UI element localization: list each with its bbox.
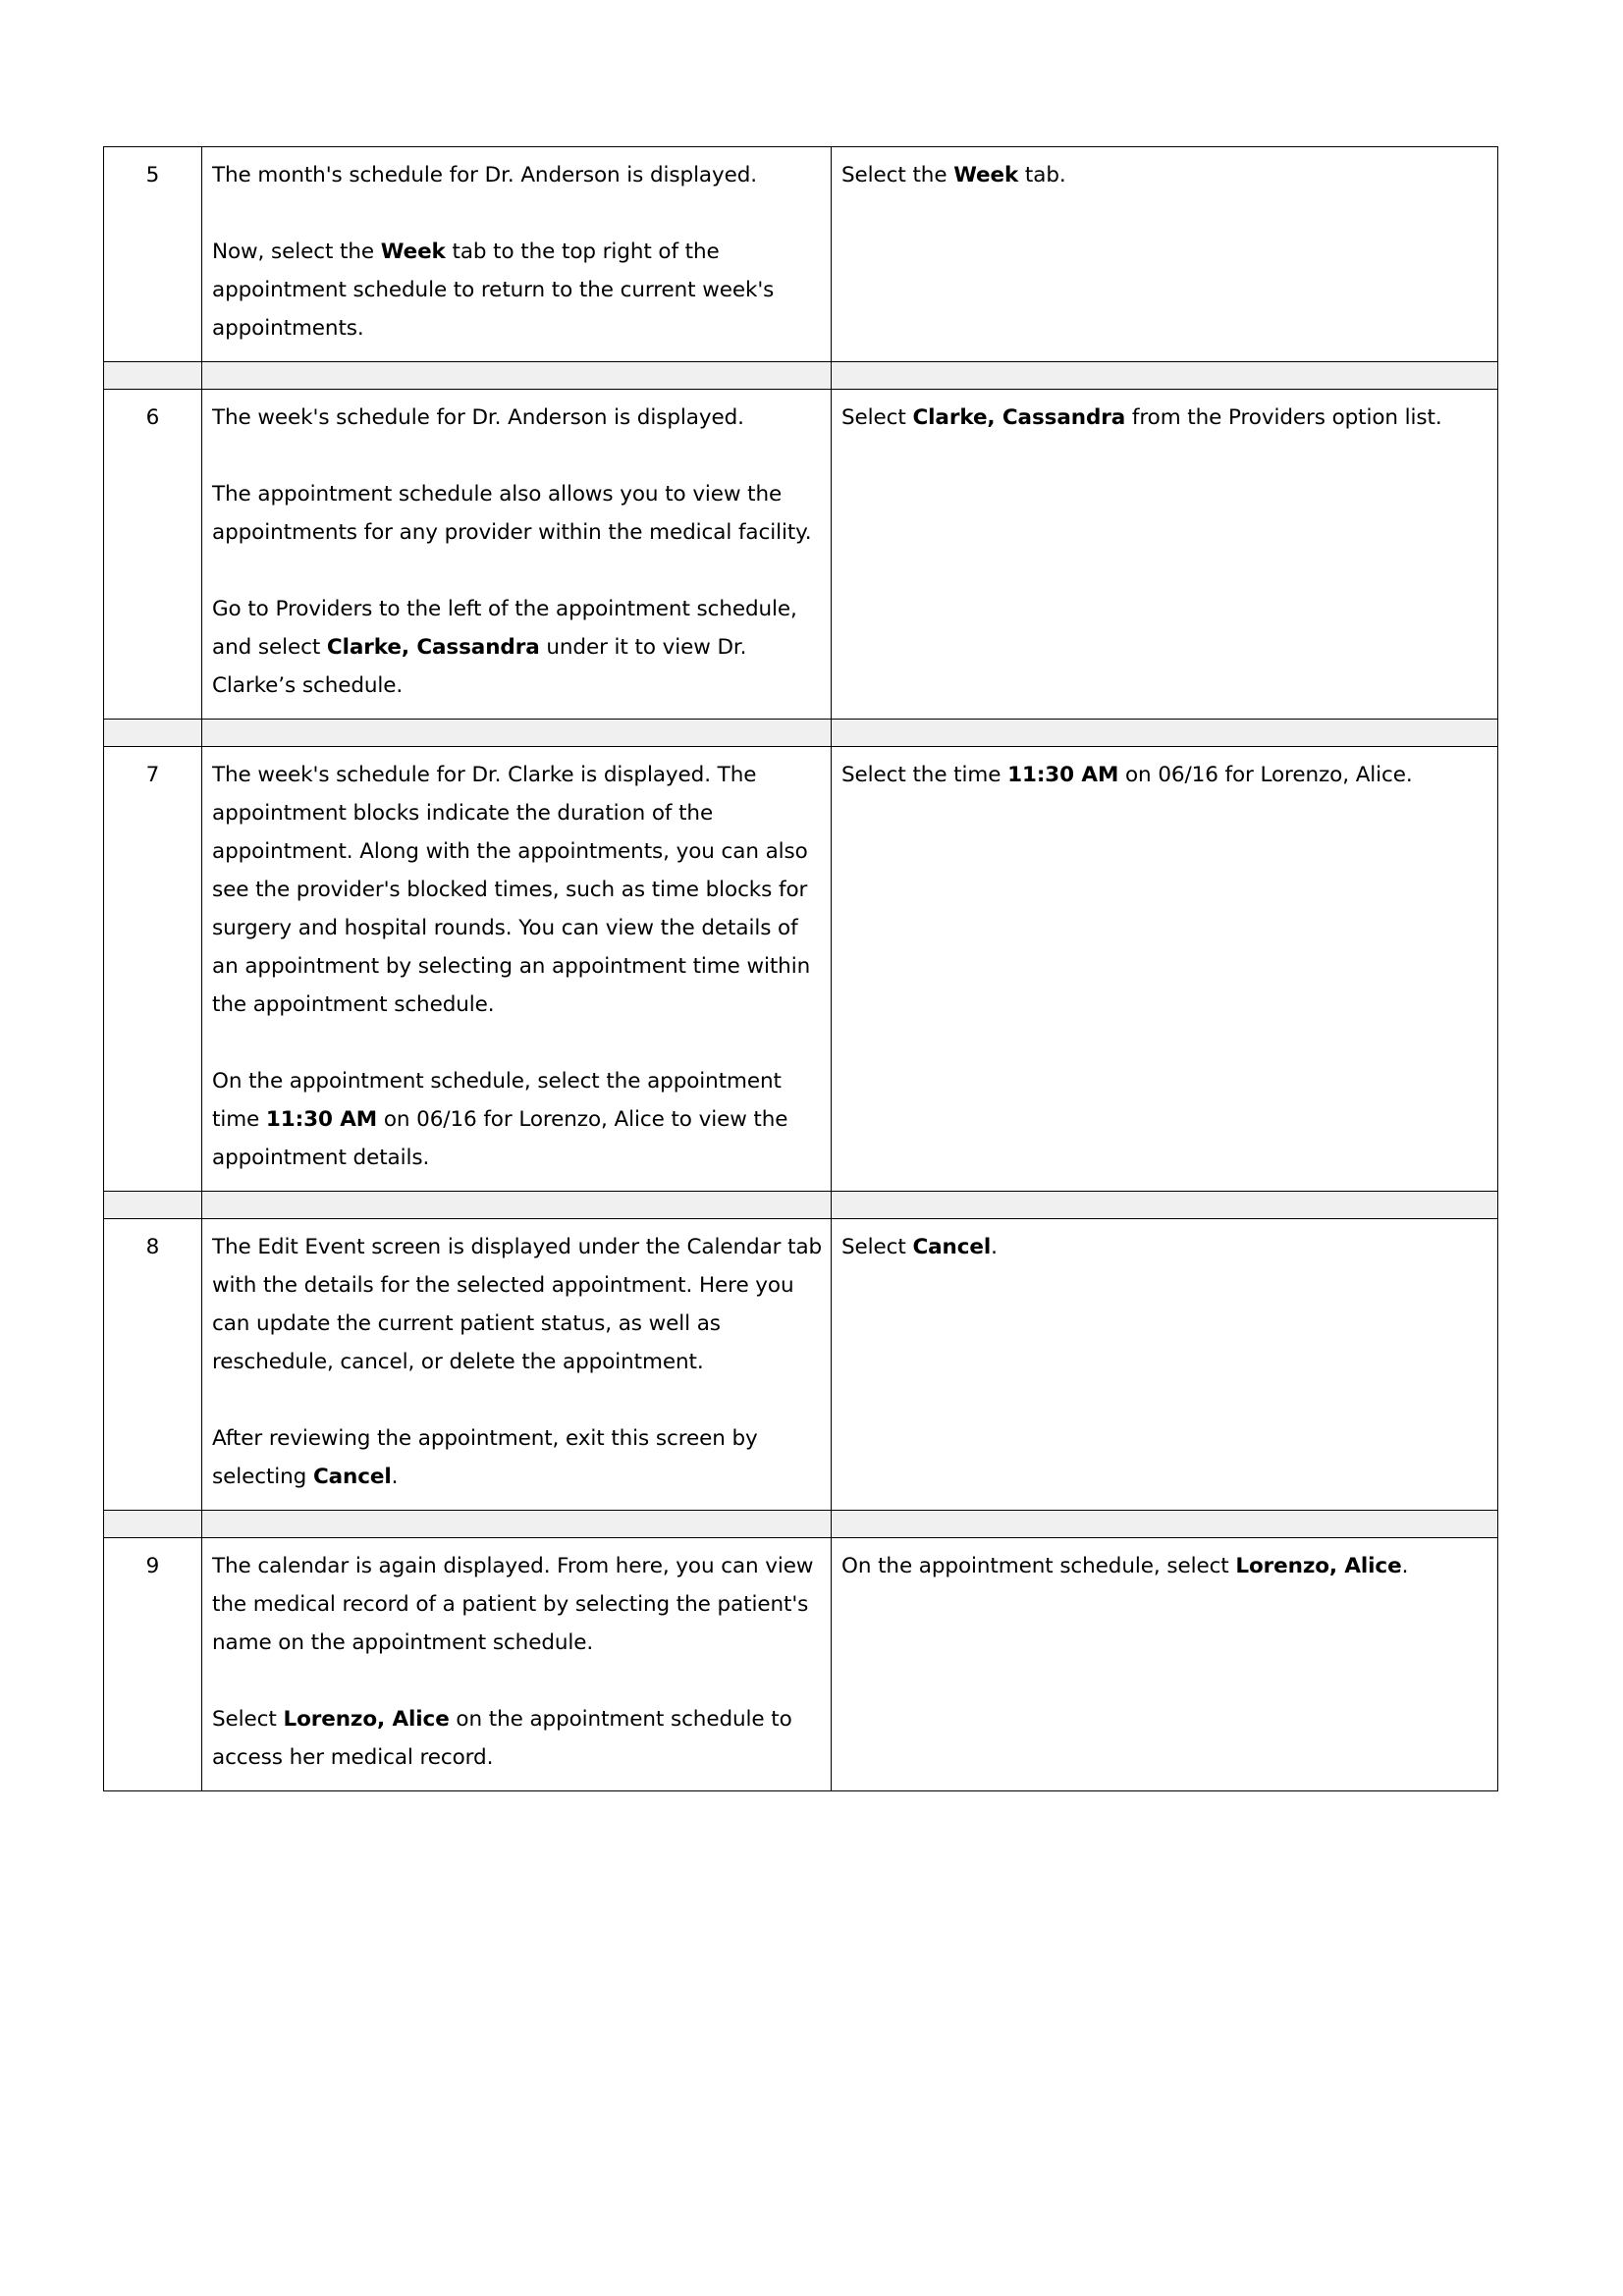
step-number-cell bbox=[104, 147, 202, 362]
procedure-steps-table bbox=[103, 146, 1498, 1791]
spacer-row bbox=[104, 720, 1498, 747]
description-paragraph: The Edit Event screen is displayed under the Calendar tab with the details for the selected appointment. Here you can update the current patient status, as well as reschedule, cancel, or delete the appointment. bbox=[212, 1235, 823, 1374]
step-action bbox=[832, 147, 1497, 208]
spacer-cell bbox=[104, 720, 202, 747]
step-description bbox=[202, 1219, 831, 1510]
step-description-cell bbox=[202, 747, 832, 1192]
step-description bbox=[202, 747, 831, 1191]
step-action-cell bbox=[832, 1219, 1498, 1511]
description-paragraph: The calendar is again displayed. From here, you can view the medical record of a patient by selecting the patient's name on the appointment schedule. bbox=[212, 1554, 814, 1655]
step-number-cell bbox=[104, 747, 202, 1192]
table-row bbox=[104, 390, 1498, 720]
table-row bbox=[104, 1538, 1498, 1791]
step-description-cell bbox=[202, 1538, 832, 1791]
step-action-cell bbox=[832, 747, 1498, 1192]
description-paragraph: The week's schedule for Dr. Clarke is displayed. The appointment blocks indicate the duration of the appointment. Along with the appointments, you can also see the provider's blocked times, such as time blocks for surgery and hospital rounds. You can view the details of an appointment by selecting an appointment time within the appointment schedule. bbox=[212, 763, 811, 1017]
step-number-cell bbox=[104, 1219, 202, 1511]
spacer-row bbox=[104, 362, 1498, 390]
step-description-cell bbox=[202, 390, 832, 720]
step-number: 7 bbox=[145, 763, 160, 787]
description-paragraph: Now, select the Week tab to the top right of the appointment schedule to return to the current week's appointments. bbox=[212, 240, 775, 341]
emphasis-week: Week bbox=[380, 240, 446, 264]
step-action-cell bbox=[832, 1538, 1498, 1791]
emphasis-provider-name: Clarke, Cassandra bbox=[326, 635, 540, 660]
spacer-cell bbox=[202, 1511, 832, 1538]
spacer-row bbox=[104, 1192, 1498, 1219]
step-action-cell bbox=[832, 147, 1498, 362]
spacer-cell bbox=[104, 1511, 202, 1538]
action-paragraph: On the appointment schedule, select Lorenzo, Alice. bbox=[841, 1554, 1409, 1578]
action-paragraph: Select Clarke, Cassandra from the Providers option list. bbox=[841, 405, 1442, 430]
step-action bbox=[832, 390, 1497, 451]
step-action bbox=[832, 1219, 1497, 1280]
emphasis-patient-name: Lorenzo, Alice bbox=[283, 1707, 450, 1732]
spacer-cell bbox=[832, 1192, 1498, 1219]
emphasis-provider-name: Clarke, Cassandra bbox=[912, 405, 1126, 430]
spacer-cell bbox=[202, 720, 832, 747]
step-number-cell bbox=[104, 390, 202, 720]
emphasis-week: Week bbox=[953, 163, 1019, 187]
step-description-cell bbox=[202, 147, 832, 362]
step-number: 5 bbox=[145, 163, 160, 187]
spacer-row bbox=[104, 1511, 1498, 1538]
action-paragraph: Select the Week tab. bbox=[841, 163, 1066, 187]
step-action bbox=[832, 747, 1497, 808]
step-description-cell bbox=[202, 1219, 832, 1511]
spacer-cell bbox=[104, 362, 202, 390]
description-paragraph: Select Lorenzo, Alice on the appointment schedule to access her medical record. bbox=[212, 1707, 792, 1770]
emphasis-patient-name: Lorenzo, Alice bbox=[1235, 1554, 1402, 1578]
table-row bbox=[104, 1219, 1498, 1511]
table-row bbox=[104, 747, 1498, 1192]
spacer-cell bbox=[104, 1192, 202, 1219]
action-paragraph: Select the time 11:30 AM on 06/16 for Lorenzo, Alice. bbox=[841, 763, 1413, 787]
description-paragraph: The appointment schedule also allows you to view the appointments for any provider within the medical facility. bbox=[212, 482, 812, 545]
description-paragraph: The week's schedule for Dr. Anderson is displayed. bbox=[212, 405, 744, 430]
step-number-cell bbox=[104, 1538, 202, 1791]
spacer-cell bbox=[202, 362, 832, 390]
step-action bbox=[832, 1538, 1497, 1599]
spacer-cell bbox=[832, 362, 1498, 390]
spacer-cell bbox=[832, 720, 1498, 747]
emphasis-time: 11:30 AM bbox=[265, 1107, 378, 1132]
step-description bbox=[202, 1538, 831, 1790]
step-number: 8 bbox=[145, 1235, 160, 1259]
description-paragraph: On the appointment schedule, select the appointment time 11:30 AM on 06/16 for Lorenzo, Alice to view the appointment details. bbox=[212, 1069, 788, 1170]
step-description bbox=[202, 390, 831, 719]
step-number: 6 bbox=[145, 405, 160, 430]
action-paragraph: Select Cancel. bbox=[841, 1235, 998, 1259]
step-description bbox=[202, 147, 831, 361]
description-paragraph: After reviewing the appointment, exit this screen by selecting Cancel. bbox=[212, 1426, 758, 1489]
emphasis-cancel: Cancel bbox=[912, 1235, 992, 1259]
spacer-cell bbox=[832, 1511, 1498, 1538]
description-paragraph: Go to Providers to the left of the appointment schedule, and select Clarke, Cassandra under it to view Dr. Clarke’s schedule. bbox=[212, 597, 797, 698]
description-paragraph: The month's schedule for Dr. Anderson is displayed. bbox=[212, 163, 758, 187]
step-action-cell bbox=[832, 390, 1498, 720]
step-number: 9 bbox=[145, 1554, 160, 1578]
spacer-cell bbox=[202, 1192, 832, 1219]
emphasis-cancel: Cancel bbox=[312, 1465, 392, 1489]
emphasis-time: 11:30 AM bbox=[1007, 763, 1119, 787]
table-row bbox=[104, 147, 1498, 362]
